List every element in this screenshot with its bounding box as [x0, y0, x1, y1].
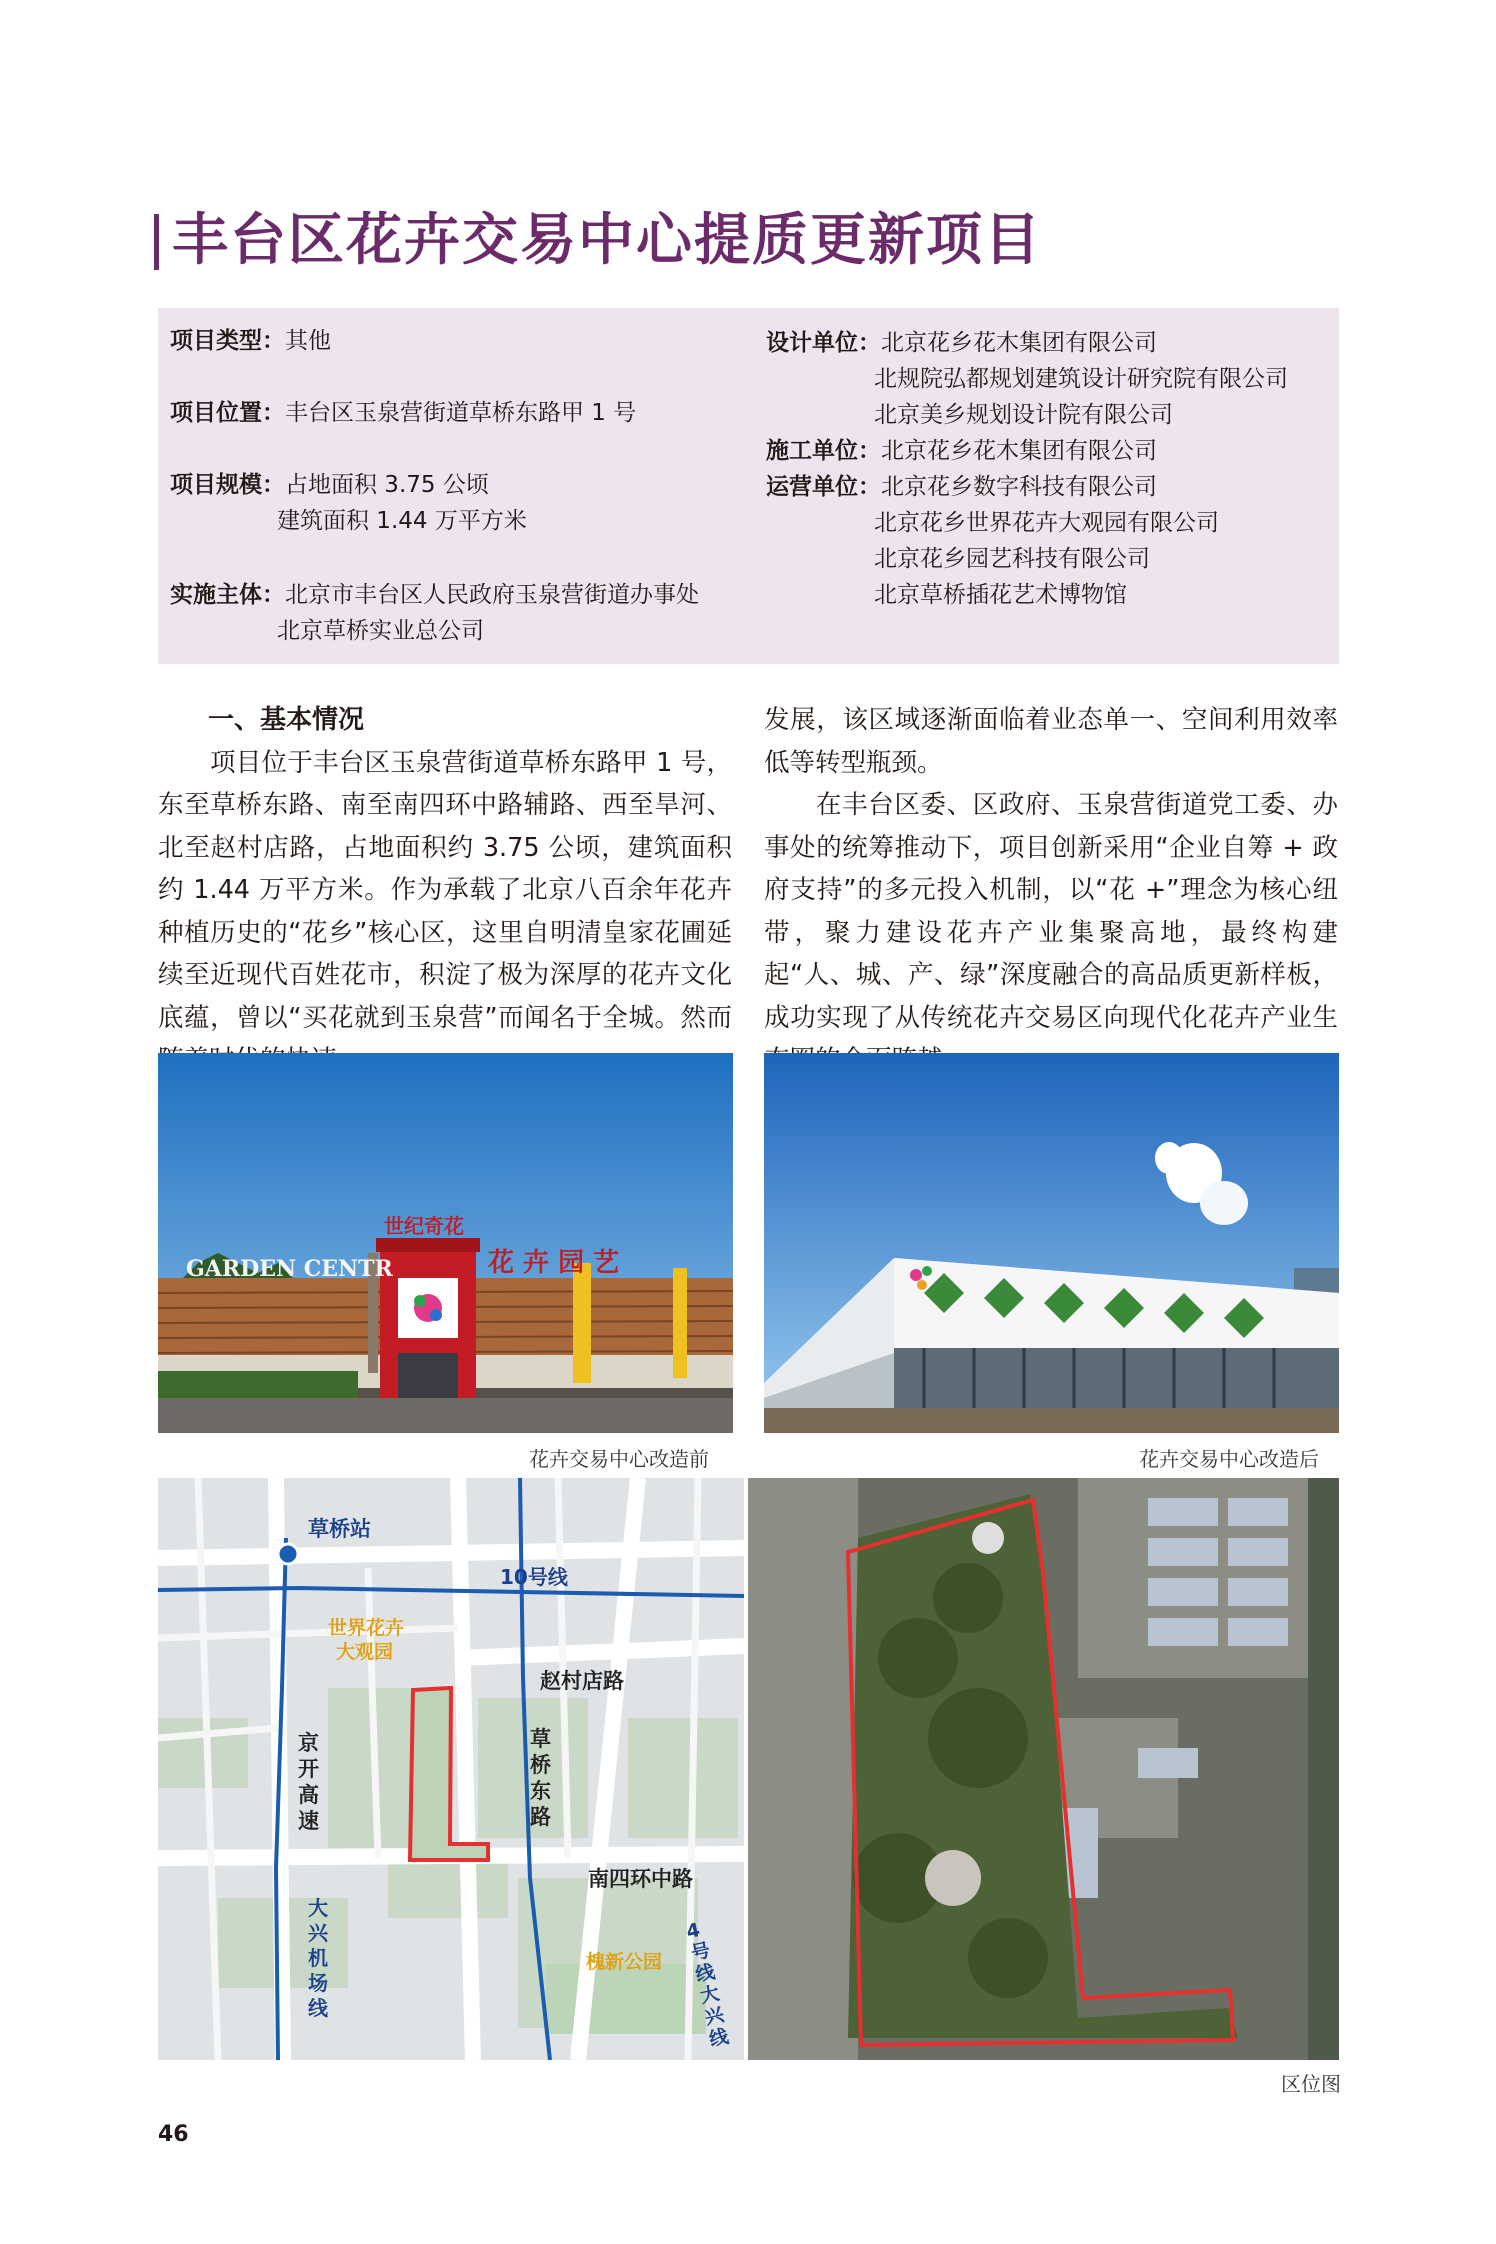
before-sign-english: GARDEN CENTR: [186, 1256, 393, 1282]
info-design-value-3: 北京美乡规划设计院有限公司: [874, 402, 1173, 428]
info-scale: [170, 467, 489, 503]
section-heading: 一、基本情况: [208, 705, 365, 735]
info-type-value: 其他: [285, 328, 331, 354]
satellite-graphic: [748, 1478, 1339, 2060]
body-right-column: [764, 699, 1338, 1082]
info-type-label: 项目类型：: [170, 328, 285, 354]
info-operation-label: 运营单位：: [766, 474, 881, 500]
caption-after: 花卉交易中心改造后: [1139, 1447, 1319, 1471]
info-scale-value-1: 占地面积 3.75 公顷: [285, 472, 489, 498]
caption-before: 花卉交易中心改造前: [529, 1447, 709, 1471]
before-sign-chinese: 花 卉 园 艺: [488, 1248, 620, 1278]
title-accent-bar: [154, 214, 159, 270]
info-location-value: 丰台区玉泉营街道草桥东路甲 1 号: [285, 400, 637, 426]
map-label-jingkai: 京开高速: [298, 1731, 319, 1833]
info-construction: [766, 433, 1157, 469]
page-number: 46: [158, 2122, 189, 2147]
info-operation-value-2: 北京花乡世界花卉大观园有限公司: [874, 510, 1219, 536]
map-label-line10: 10号线: [500, 1565, 568, 1589]
info-implementer-value-1: 北京市丰台区人民政府玉泉营街道办事处: [285, 582, 699, 608]
page-title: 丰台区花卉交易中心提质更新项目: [172, 208, 1042, 273]
photo-after-renovation: [764, 1053, 1339, 1433]
photo-before-renovation: [158, 1053, 733, 1433]
info-implementer: [170, 577, 699, 613]
info-scale-value-2: 建筑面积 1.44 万平方米: [277, 508, 527, 534]
photo-before-graphic: [158, 1053, 733, 1433]
info-operation-value-1: 北京花乡数字科技有限公司: [881, 474, 1157, 500]
info-design-label: 设计单位：: [766, 330, 881, 356]
before-sign-top: 世纪奇花: [384, 1214, 464, 1238]
info-operation-value-4: 北京草桥插花艺术博物馆: [874, 582, 1127, 608]
map-label-caoqiao-road: 草桥东路: [530, 1727, 551, 1829]
map-label-line4: 4号线大兴线: [684, 1918, 731, 2051]
body-paragraph-2: 在丰台区委、区政府、玉泉营街道党工委、办事处的统筹推动下，项目创新采用“企业自筹 + 政府支持”的多元投入机制，以“花 +”理念为核心纽带，聚力建设花卉产业集聚高地，最终构建起“人、城、产、绿”深度融合的高品质更新样板，成功实现了从传统花卉交易区向现代化花卉产业生: [764, 790, 1338, 1033]
map-label-park1-line2: 大观园: [336, 1641, 394, 1663]
map-label-park1-line1: 世界花卉: [328, 1617, 405, 1639]
info-construction-label: 施工单位：: [766, 438, 881, 464]
location-map: [158, 1478, 744, 2060]
body-paragraph-1: 项目位于丰台区玉泉营街道草桥东路甲 1 号，东至草桥东路、南至南四环中路辅路、西至旱河、北至赵村店路，占地面积约 3.75 公顷，建筑面积约 1.44 万平方米。作为承载了北京八百余年花卉种植历史的“花乡”核心区，这里自明清皇家花圃延续至近现代百姓花市，积淀了极为深厚的花卉文化底蕴，曾以“买花就到玉泉营”而闻名于全城。然而: [158, 747, 732, 1033]
info-design: [766, 325, 1157, 361]
map-label-daxing-airport: 大兴机场线: [308, 1896, 328, 2020]
map-label-station: 草桥站: [308, 1517, 371, 1541]
info-implementer-value-2: 北京草桥实业总公司: [277, 618, 484, 644]
info-type: [170, 323, 331, 359]
photo-after-graphic: [764, 1053, 1339, 1433]
info-location-label: 项目位置：: [170, 400, 285, 426]
body-left-column: [158, 699, 732, 1082]
satellite-image: [748, 1478, 1339, 2060]
info-location: [170, 395, 636, 431]
map-label-huaixin: 槐新公园: [586, 1951, 663, 1973]
map-label-zhaocun: 赵村店路: [540, 1669, 624, 1693]
body-continuation: 发展，该区域逐渐面临着业态单一、空间利用效率低等转型瓶颈。: [764, 705, 1338, 778]
location-map-graphic: [158, 1478, 744, 2060]
info-design-value-1: 北京花乡花木集团有限公司: [881, 330, 1157, 356]
info-design-value-2: 北规院弘都规划建筑设计研究院有限公司: [874, 366, 1288, 392]
map-label-south4: 南四环中路: [588, 1867, 693, 1891]
info-operation: [766, 469, 1157, 505]
caption-map: 区位图: [1281, 2072, 1341, 2096]
info-operation-value-3: 北京花乡园艺科技有限公司: [874, 546, 1150, 572]
info-construction-value: 北京花乡花木集团有限公司: [881, 438, 1157, 464]
info-implementer-label: 实施主体：: [170, 582, 285, 608]
info-scale-label: 项目规模：: [170, 472, 285, 498]
